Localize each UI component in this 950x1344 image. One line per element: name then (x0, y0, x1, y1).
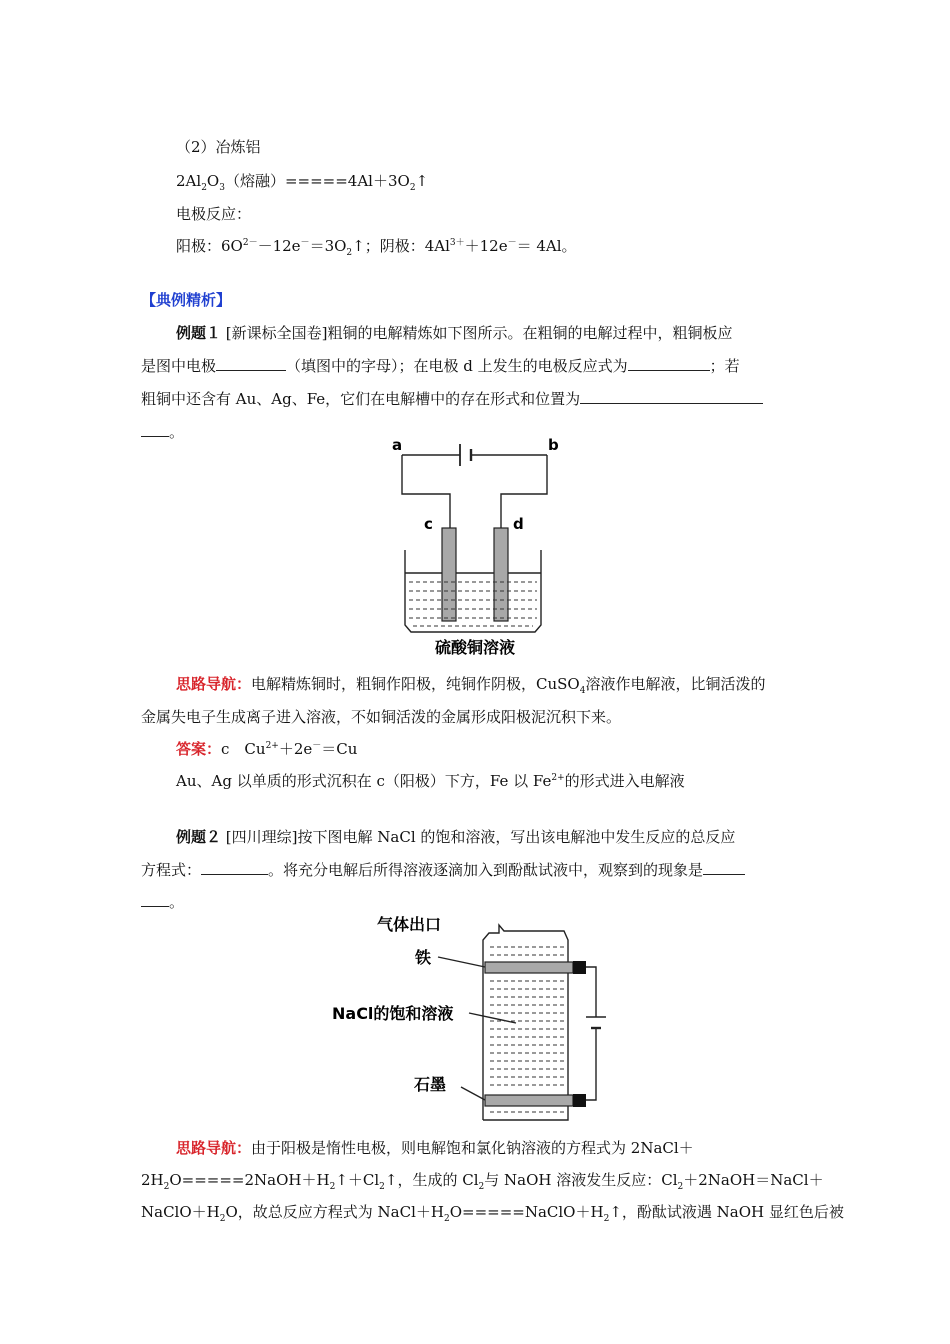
iron-terminal (573, 961, 586, 974)
example1-answer-line1: 答案：c $Cu^{2+}+2e^-=Cu$ (176, 740, 358, 758)
example1-analysis-line2: 金属失电子生成离子进入溶液，不如铜活泼的金属形成阳极泥沉积下来。 (141, 708, 622, 726)
figure-caption: 硫酸铜溶液 (434, 638, 516, 657)
graphite-electrode (485, 1095, 573, 1106)
label-c: c (424, 515, 433, 533)
example2-line1: 例题２ [四川理综]按下图电解 NaCl 的饱和溶液，写出该电解池中发生反应的总反应 (176, 828, 736, 846)
electrode-reactions: 阳极：$6O^{2-}-12e^-=3O_2↑$；阴极：$4Al^{3+}+12e^-= 4Al$。 (176, 237, 577, 258)
label-d: d (513, 515, 524, 533)
label-nacl-solution: NaCl的饱和溶液 (332, 1004, 454, 1023)
answer-blank[interactable] (216, 356, 286, 371)
answer-blank[interactable] (628, 356, 710, 371)
electrode-c (442, 528, 456, 621)
section-heading: （2）冶炼铝 (176, 138, 261, 156)
answer-blank[interactable] (201, 860, 268, 875)
answer-blank[interactable] (703, 860, 745, 875)
example2-line2: 方程式： 。将充分电解后所得溶液逐滴加入到酚酞试液中，观察到的现象是 (141, 860, 745, 880)
copper-refining-diagram (385, 430, 565, 660)
label-graphite: 石墨 (414, 1075, 447, 1094)
answer-blank[interactable] (141, 422, 169, 437)
label-a: a (392, 436, 403, 454)
example1-line1: 例题１ [新课标全国卷]粗铜的电解精炼如下图所示。在粗铜的电解过程中，粗铜板应 (176, 324, 733, 342)
graphite-terminal (573, 1094, 586, 1107)
iron-electrode (485, 962, 573, 973)
example2-line3: 。 (141, 892, 184, 912)
label-gas-outlet: 气体出口 (377, 915, 442, 934)
label-b: b (548, 436, 559, 454)
example1-line4: 。 (141, 422, 184, 442)
aluminium-equation: $2Al_2O_3$（熔融）$=====4Al+3O_2↑$ (176, 172, 429, 193)
example2-analysis-line3: $NaClO+H_2O$，故总反应方程式为 $NaCl+H_2O=====NaClO+H_2↑$，酚酞试液遇 NaOH 显红色后被 (141, 1203, 844, 1224)
example1-analysis-line1: 思路导航：电解精炼铜时，粗铜作阳极，纯铜作阴极，CuSO$_4$溶液作电解液，比铜活泼的 (176, 675, 766, 696)
example2-analysis-line1: 思路导航：由于阳极是惰性电极，则电解饱和氯化钠溶液的方程式为 2NaCl＋ (176, 1139, 694, 1157)
solution-dashes (409, 582, 537, 626)
nacl-electrolysis-diagram (330, 905, 630, 1125)
label-iron: 铁 (415, 948, 432, 967)
example1-line2: 是图中电极 （填图中的字母）；在电极 d 上发生的电极反应式为 ；若 (141, 357, 740, 375)
example1-line3: 粗铜中还含有 Au、Ag、Fe，它们在电解槽中的存在形式和位置为 (141, 389, 763, 409)
electrode-label: 电极反应： (176, 205, 252, 223)
examples-header: 【典例精析】 (141, 291, 232, 309)
example2-analysis-line2: $2H_2O=====2NaOH+H_2↑+Cl_2↑$，生成的 $Cl_2$与 NaOH 溶液发生反应：$Cl_2+2NaOH=NaCl+$ (141, 1171, 824, 1192)
example1-answer-line2: Au、Ag 以单质的形式沉积在 c（阳极）下方，Fe 以 $Fe^{2+}$的形式进入电解液 (176, 772, 685, 790)
electrode-d (494, 528, 508, 621)
answer-blank[interactable] (141, 892, 169, 907)
answer-blank[interactable] (580, 389, 763, 404)
